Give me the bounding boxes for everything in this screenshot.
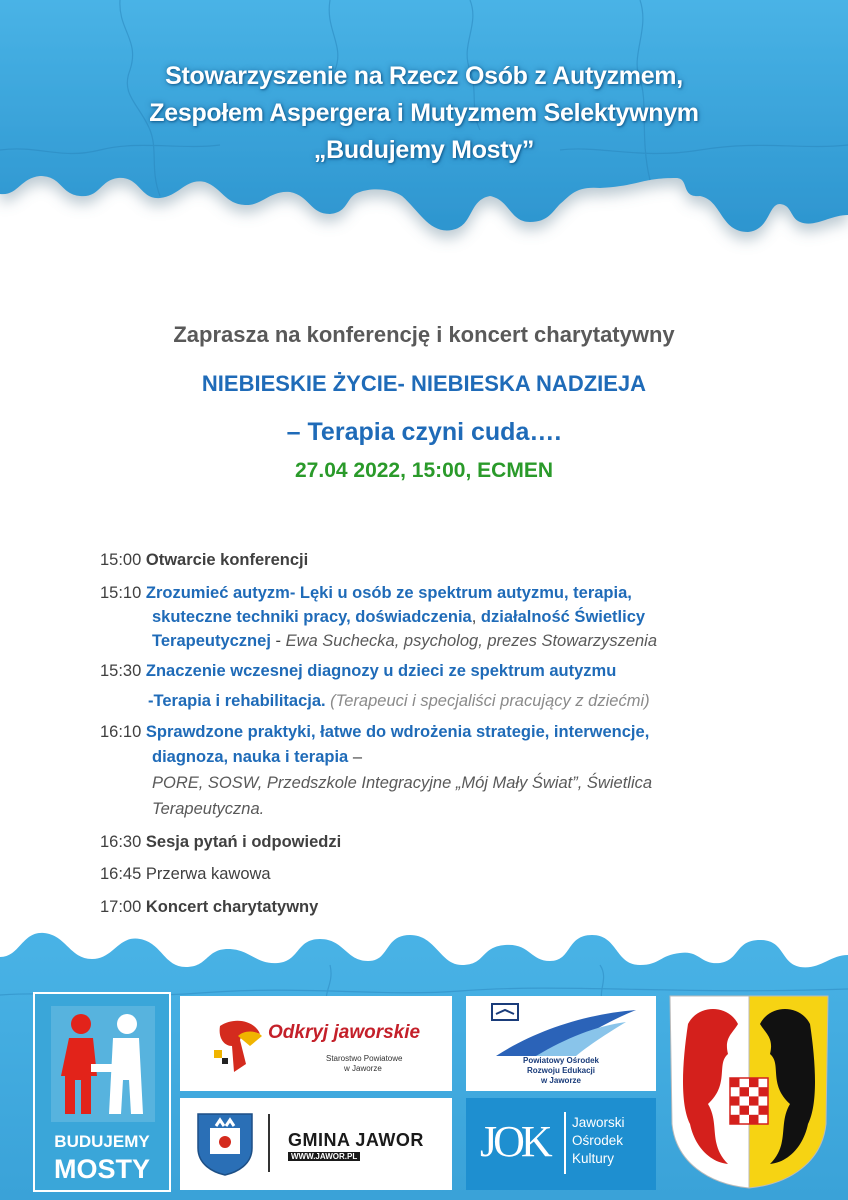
agenda-time: 16:30 xyxy=(100,833,142,851)
jok-l3: Kultury xyxy=(572,1151,615,1166)
agenda-text: -Terapia i rehabilitacja. xyxy=(148,692,326,710)
agenda-text: diagnoza, nauka i terapia xyxy=(152,748,349,766)
agenda-text: skuteczne techniki pracy, doświadczenia xyxy=(152,608,472,626)
agenda-separator: – xyxy=(348,748,362,766)
powiat-coat-of-arms xyxy=(668,994,830,1190)
jok-l2: Ośrodek xyxy=(572,1133,624,1148)
gmina-divider xyxy=(268,1114,270,1172)
association-name-line2: Zespołem Aspergera i Mutyzmem Selektywnym xyxy=(149,99,699,127)
jawor-coat-of-arms-icon xyxy=(196,1112,254,1176)
agenda-speaker: PORE, SOSW, Przedszkole Integracyjne „Mój Mały Świat”, Świetlica xyxy=(152,774,653,792)
agenda-text: Otwarcie konferencji xyxy=(145,551,309,569)
agenda-time: 17:00 xyxy=(100,898,142,916)
jok-mark: JOK xyxy=(480,1117,549,1166)
pored-l1: Powiatowy Ośrodek xyxy=(522,1056,600,1065)
agenda-text: Sesja pytań i odpowiedzi xyxy=(145,833,342,851)
odkryj-sub2: w Jaworze xyxy=(344,1064,382,1073)
jok-divider xyxy=(564,1112,566,1174)
agenda-item-continued xyxy=(152,746,362,768)
gmina-url: WWW.JAWOR.PL xyxy=(288,1152,360,1161)
agenda-speaker: Terapeutyczna. xyxy=(152,800,265,818)
agenda-item xyxy=(100,831,341,853)
agenda-item-continued xyxy=(152,798,264,820)
agenda-separator: , xyxy=(471,608,481,626)
agenda-item xyxy=(100,863,271,885)
coat-of-arms-icon xyxy=(668,994,830,1190)
event-title: NIEBIESKIE ŻYCIE- NIEBIESKA NADZIEJA xyxy=(201,371,647,396)
gmina-name: GMINA JAWOR xyxy=(288,1130,424,1150)
agenda-item xyxy=(100,721,649,743)
mosty-line2: MOSTY xyxy=(53,1154,150,1184)
agenda-speaker: Ewa Suchecka, psycholog, prezes Stowarzyszenia xyxy=(285,632,658,650)
agenda-text: Zrozumieć autyzm- Lęki u osób ze spektrum autyzmu, terapia, xyxy=(145,584,632,602)
association-name-line1: Stowarzyszenie na Rzecz Osób z Autyzmem, xyxy=(165,62,683,90)
book-wave-icon xyxy=(476,1000,646,1058)
agenda-item-continued xyxy=(148,690,650,712)
pored-l2: Rozwoju Edukacji xyxy=(526,1066,595,1075)
agenda-item xyxy=(100,549,308,571)
eagle-icon xyxy=(210,1016,264,1074)
jok-logo xyxy=(466,1098,656,1190)
event-date-place: 27.04 2022, 15:00, ECMEN xyxy=(295,459,553,482)
agenda-text: Znaczenie wczesnej diagnozy u dzieci ze spektrum autyzmu xyxy=(145,662,617,680)
agenda-time: 15:10 xyxy=(100,584,142,602)
agenda-text: Terapeutycznej xyxy=(152,632,271,650)
gmina-jawor-logo xyxy=(180,1098,452,1190)
agenda-time: 15:30 xyxy=(100,662,142,680)
mosty-line1: BUDUJEMY xyxy=(54,1132,150,1151)
odkryj-title: Odkryj jaworskie xyxy=(268,1022,421,1043)
agenda-speaker: (Terapeuci i specjaliści pracujący z dziećmi) xyxy=(325,692,650,710)
association-name xyxy=(0,58,848,169)
pored-logo xyxy=(466,996,656,1091)
agenda-time: 16:10 xyxy=(100,723,142,741)
odkryj-sub1: Starostwo Powiatowe xyxy=(326,1054,403,1063)
event-subtitle: – Terapia czyni cuda…. xyxy=(286,418,562,446)
puzzle-figures-icon xyxy=(51,1006,155,1122)
association-name-line3: „Budujemy Mosty” xyxy=(313,136,535,164)
agenda-text: Koncert charytatywny xyxy=(145,898,319,916)
agenda-time: 16:45 xyxy=(100,865,142,883)
agenda-item xyxy=(100,660,616,682)
pored-l3: w Jaworze xyxy=(540,1076,581,1085)
agenda-item-continued xyxy=(152,630,657,652)
agenda-text: Sprawdzone praktyki, łatwe do wdrożenia strategie, interwencje, xyxy=(145,723,650,741)
agenda-text: Przerwa kawowa xyxy=(145,865,271,883)
agenda-time: 15:00 xyxy=(100,551,142,569)
odkryj-jaworskie-logo xyxy=(180,996,452,1091)
agenda-separator: - xyxy=(270,632,286,650)
agenda-item-continued xyxy=(152,772,652,794)
agenda-item xyxy=(100,896,318,918)
budujemy-mosty-logo xyxy=(33,992,171,1192)
invitation-text: Zaprasza na konferencję i koncert charytatywny xyxy=(173,322,675,347)
agenda-item xyxy=(100,582,632,604)
jok-l1: Jaworski xyxy=(572,1115,625,1130)
agenda-item-continued xyxy=(152,606,645,628)
agenda-text: działalność Świetlicy xyxy=(480,608,646,626)
